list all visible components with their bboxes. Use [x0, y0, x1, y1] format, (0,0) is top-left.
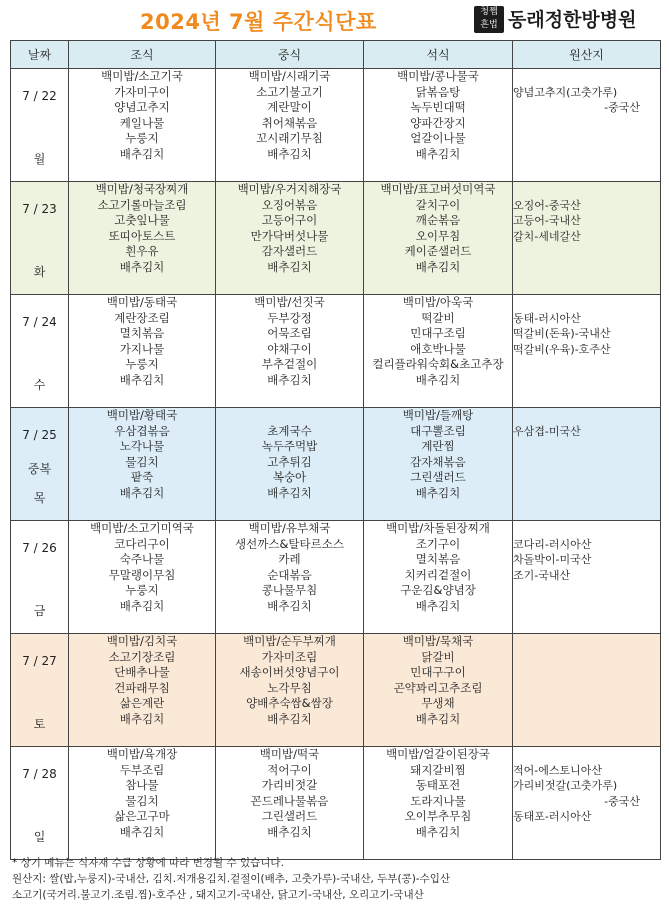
weekday-label: 금 — [33, 604, 46, 618]
menu-item: 오징어볶음 — [261, 197, 318, 212]
menu-item: 배추김치 — [267, 259, 312, 274]
hospital-logo — [474, 6, 504, 33]
menu-item: 치커리겉절이 — [404, 567, 472, 582]
menu-item: 누룽지 — [125, 357, 159, 371]
origin-item: 우삼겹-미국산 — [513, 424, 581, 438]
lunch-cell — [216, 295, 364, 408]
origin-item — [513, 825, 660, 841]
weekly-menu-table — [10, 40, 661, 860]
menu-item: 양념고추지 — [114, 100, 170, 114]
menu-item: 배추김치 — [119, 485, 165, 500]
menu-item: 백미밥/얼갈이된장국 — [386, 747, 490, 761]
menu-item: 녹두빈대떡 — [410, 100, 466, 114]
origin-item: 떡갈비(돈육)-국내산 — [513, 327, 611, 340]
menu-item: 또띠아토스트 — [108, 228, 176, 243]
menu-item: 백미밥/순두부찌개 — [243, 634, 336, 648]
menu-item: 부추겉절이 — [261, 357, 318, 371]
menu-item — [216, 408, 363, 424]
menu-item: 야채구이 — [267, 341, 312, 356]
menu-item: 배추김치 — [415, 485, 461, 500]
dinner-cell — [364, 747, 513, 860]
origin-cell — [513, 634, 661, 747]
menu-item: 돼지갈비찜 — [410, 762, 466, 777]
menu-item: 꼰드레나물볶음 — [250, 793, 329, 808]
menu-item: 초계국수 — [267, 423, 312, 438]
menu-item: 백미밥/동태국 — [106, 295, 178, 309]
special-day-label: 중복 — [27, 462, 52, 476]
origin-cell — [513, 408, 661, 521]
origin-item — [513, 634, 660, 650]
origin-item — [513, 583, 660, 599]
menu-item: 오이무침 — [415, 228, 461, 243]
hospital-name: 동래정한방병원 — [508, 9, 637, 31]
menu-item: 양배추숙쌈&쌈장 — [246, 696, 333, 710]
origin-item: 조기-국내산 — [513, 568, 571, 582]
menu-item: 멸치볶음 — [415, 552, 461, 566]
dinner-cell — [364, 634, 513, 747]
menu-item: 케이준샐러드 — [404, 244, 472, 258]
date-label: 7 / 25 — [22, 428, 57, 442]
menu-item: 그린샐러드 — [261, 809, 318, 823]
menu-item: 민대구조림 — [410, 326, 466, 340]
origin-item — [513, 712, 660, 728]
menu-item: 계란말이 — [267, 100, 312, 114]
menu-item: 동태포전 — [415, 778, 461, 792]
menu-item: 배추김치 — [267, 485, 312, 500]
dinner-cell — [364, 69, 513, 182]
menu-item: 배추김치 — [119, 711, 165, 726]
menu-item: 복숭아 — [272, 470, 307, 484]
menu-item: 배추김치 — [119, 372, 165, 387]
origin-item — [513, 69, 660, 85]
menu-item: 대구뽈조림 — [410, 423, 466, 438]
menu-item: 닭볶음탕 — [415, 84, 461, 99]
menu-item: 소고기불고기 — [256, 84, 323, 99]
menu-item: 팥죽 — [130, 470, 154, 484]
origin-item — [513, 295, 660, 311]
date-label: 7 / 27 — [22, 654, 57, 668]
origin-item: 코다리-러시아산 — [513, 537, 592, 551]
menu-item: 배추김치 — [119, 146, 165, 161]
menu-item: 백미밥/시래기국 — [248, 69, 331, 83]
col-header-origin: 원산지 — [513, 41, 661, 69]
menu-item: 백미밥/떡국 — [259, 747, 320, 761]
menu-item: 배추김치 — [267, 598, 312, 613]
col-header-date: 날짜 — [11, 41, 69, 69]
menu-item: 백미밥/들깨탕 — [402, 408, 474, 422]
menu-item: 만가닥버섯나물 — [250, 228, 329, 243]
weekday-label: 일 — [33, 830, 46, 844]
origin-item: 갈치-세네갈산 — [513, 229, 581, 243]
origin-item — [513, 747, 660, 763]
menu-item: 백미밥/김치국 — [106, 634, 178, 648]
table-row — [11, 747, 661, 860]
origin-item — [513, 131, 660, 147]
menu-item: 감자채볶음 — [410, 454, 466, 469]
menu-item: 가자미구이 — [114, 84, 170, 99]
origin-item: -중국산 — [604, 101, 640, 114]
date-cell — [11, 408, 69, 521]
menu-item: 민대구구이 — [410, 665, 466, 679]
menu-item: 고춧잎나물 — [114, 213, 170, 227]
date-cell — [11, 634, 69, 747]
menu-item: 물김치 — [125, 793, 159, 808]
weekday-label: 화 — [33, 265, 46, 279]
menu-item: 배추김치 — [415, 598, 461, 613]
origin-item — [513, 260, 660, 276]
menu-item: 가지나물 — [119, 341, 165, 356]
menu-item: 물김치 — [125, 454, 159, 469]
menu-item: 배추김치 — [267, 146, 312, 161]
menu-item: 배추김치 — [119, 598, 165, 613]
lunch-cell — [216, 521, 364, 634]
menu-item: 취어채볶음 — [261, 115, 318, 130]
menu-item: 계란장조림 — [114, 310, 170, 325]
menu-item: 코다리구이 — [114, 536, 170, 551]
menu-item: 무생채 — [421, 696, 455, 710]
lunch-cell — [216, 747, 364, 860]
origin-cell — [513, 69, 661, 182]
menu-item: 갈치구이 — [415, 197, 461, 212]
menu-item: 백미밥/묵채국 — [402, 634, 474, 648]
origin-item: 오징어-중국산 — [513, 198, 581, 212]
menu-item: 계란찜 — [421, 439, 455, 453]
origin-item: 양념고추지(고춧가루) — [513, 85, 618, 99]
date-cell — [11, 521, 69, 634]
menu-item: 백미밥/육개장 — [106, 747, 178, 761]
table-row — [11, 182, 661, 295]
breakfast-cell — [69, 69, 216, 182]
lunch-cell — [216, 69, 364, 182]
weekday-label: 수 — [33, 378, 46, 392]
menu-item: 새송이버섯양념구이 — [239, 665, 340, 679]
logo-line-2: 흔법 — [480, 20, 498, 30]
menu-item: 깨순볶음 — [415, 213, 461, 227]
menu-item: 구운김&양념장 — [400, 583, 476, 597]
origin-item — [513, 486, 660, 502]
origin-item: 차돌박이-미국산 — [513, 553, 592, 566]
origin-cell — [513, 521, 661, 634]
menu-item: 백미밥/황태국 — [106, 408, 178, 422]
menu-item: 건파래무침 — [114, 680, 170, 695]
menu-item: 백미밥/선짓국 — [254, 295, 325, 309]
menu-item: 참나물 — [125, 778, 159, 792]
menu-item: 애호박나물 — [410, 341, 466, 356]
menu-item: 적어구이 — [267, 762, 312, 777]
menu-item: 배추김치 — [119, 259, 165, 274]
date-cell — [11, 69, 69, 182]
footer-origin-line-2: 소고기(국거리.불고기.조림.찜)-호주산 , 돼지고기-국내산, 닭고기-국내산, 오리고기-국내산 — [12, 889, 424, 901]
menu-item: 생선까스&탈타르소스 — [235, 536, 344, 551]
menu-item: 배추김치 — [267, 824, 312, 839]
origin-item — [513, 696, 660, 712]
menu-item: 배추김치 — [267, 372, 312, 387]
dinner-cell — [364, 521, 513, 634]
origin-item — [513, 357, 660, 373]
origin-item — [513, 599, 660, 615]
menu-item: 카레 — [278, 552, 301, 566]
table-row — [11, 69, 661, 182]
menu-item: 어묵조림 — [267, 326, 312, 340]
origin-item: 떡갈비(우육)-호주산 — [513, 342, 611, 356]
origin-item — [513, 244, 660, 260]
page-header — [0, 0, 669, 40]
menu-item: 노각나물 — [119, 439, 165, 453]
dinner-cell — [364, 408, 513, 521]
origin-cell — [513, 747, 661, 860]
date-label: 7 / 23 — [22, 202, 57, 216]
origin-item — [513, 116, 660, 132]
origin-cell — [513, 295, 661, 408]
logo-line-1: 청쨉 — [480, 7, 498, 17]
menu-item: 우삼겹볶음 — [114, 423, 170, 438]
lunch-cell — [216, 182, 364, 295]
dinner-cell — [364, 295, 513, 408]
table-row — [11, 295, 661, 408]
menu-item: 케일나물 — [119, 115, 165, 130]
menu-item: 콩나물무침 — [261, 583, 318, 597]
menu-item: 백미밥/유부채국 — [248, 521, 331, 535]
breakfast-cell — [69, 182, 216, 295]
menu-item: 배추김치 — [415, 372, 461, 387]
menu-item: 그린샐러드 — [410, 470, 466, 484]
menu-item: 백미밥/소고기미역국 — [90, 521, 194, 535]
menu-item: 백미밥/청국장찌개 — [95, 182, 189, 196]
date-cell — [11, 182, 69, 295]
weekday-label: 월 — [33, 152, 46, 166]
menu-item: 백미밥/콩나물국 — [397, 69, 479, 83]
breakfast-cell — [69, 295, 216, 408]
breakfast-cell — [69, 747, 216, 860]
menu-item: 고등어구이 — [261, 213, 318, 227]
menu-item: 배추김치 — [415, 824, 461, 839]
origin-item — [513, 182, 660, 198]
menu-item: 양파간장지 — [410, 115, 466, 130]
origin-item — [513, 408, 660, 424]
origin-item — [513, 470, 660, 486]
col-header-breakfast: 조식 — [69, 41, 216, 69]
menu-item: 백미밥/소고기국 — [101, 69, 183, 83]
menu-item: 단배추나물 — [114, 665, 170, 679]
col-header-dinner: 석식 — [364, 41, 513, 69]
menu-item: 누룽지 — [125, 131, 159, 145]
menu-item: 멸치볶음 — [119, 326, 165, 340]
menu-item: 삶은계란 — [119, 696, 165, 710]
origin-item — [513, 455, 660, 471]
origin-item — [513, 681, 660, 697]
lunch-cell — [216, 408, 364, 521]
menu-item: 두부조림 — [119, 762, 165, 777]
menu-item: 가자미조림 — [261, 649, 318, 664]
footer-origin-line-1: 원산지: 쌀(밥,누룽지)-국내산, 김치.저개용김치.겉절이(배추, 고춧가루)-국내산, 두부(콩)-수입산 — [12, 873, 451, 885]
menu-item: 숙주나물 — [119, 552, 165, 566]
lunch-cell — [216, 634, 364, 747]
origin-item — [513, 665, 660, 681]
menu-item: 배추김치 — [415, 259, 461, 274]
footer-notes — [12, 855, 450, 903]
menu-item: 배추김치 — [415, 711, 461, 726]
menu-item: 배추김치 — [415, 146, 461, 161]
origin-item: -중국산 — [604, 794, 640, 808]
weekday-label: 토 — [33, 717, 46, 731]
origin-item — [513, 650, 660, 666]
date-label: 7 / 24 — [22, 315, 57, 329]
menu-item: 조기구이 — [415, 536, 461, 551]
menu-item: 꼬시래기무침 — [256, 131, 323, 145]
menu-item: 떡갈비 — [421, 310, 455, 325]
dinner-cell — [364, 182, 513, 295]
origin-item — [513, 439, 660, 455]
menu-item: 배추김치 — [267, 711, 312, 726]
date-label: 7 / 22 — [22, 89, 57, 103]
menu-item: 백미밥/차돌된장찌개 — [386, 521, 490, 535]
menu-item: 배추김치 — [119, 824, 165, 839]
menu-item: 백미밥/아욱국 — [402, 295, 474, 309]
menu-item: 순대볶음 — [267, 567, 312, 582]
origin-item: 고등어-국내산 — [513, 214, 581, 227]
menu-item: 누룽지 — [125, 583, 159, 597]
menu-item: 무말랭이무침 — [108, 567, 176, 582]
origin-item — [513, 521, 660, 537]
menu-item: 소고기롤마늘조림 — [97, 197, 187, 212]
menu-item: 두부강정 — [267, 310, 312, 325]
menu-item: 가리비젓갈 — [261, 778, 318, 792]
table-header-row — [11, 41, 661, 69]
menu-item: 컬리플라워숙회&초고추장 — [372, 357, 504, 371]
origin-item — [513, 147, 660, 163]
footer-note: * 상기 메뉴는 식자재 수급 상황에 따라 변경될 수 있습니다. — [12, 857, 284, 869]
origin-cell — [513, 182, 661, 295]
menu-item: 감자샐러드 — [261, 244, 318, 258]
origin-item: 가리비젓갈(고춧가루) — [513, 779, 618, 792]
weekday-label: 목 — [33, 491, 46, 505]
menu-item: 곤약꽈리고추조림 — [393, 680, 483, 695]
table-row — [11, 521, 661, 634]
origin-item: 적어-에스토니아산 — [513, 763, 602, 777]
date-label: 7 / 26 — [22, 541, 57, 555]
menu-item: 녹두주먹밥 — [261, 439, 318, 453]
breakfast-cell — [69, 521, 216, 634]
date-cell — [11, 747, 69, 860]
menu-item: 흰우유 — [125, 244, 159, 258]
page-title: 2024년 7월 주간식단표 — [140, 10, 377, 34]
date-cell — [11, 295, 69, 408]
table-row — [11, 408, 661, 521]
menu-item: 백미밥/표고버섯미역국 — [380, 182, 496, 196]
menu-item: 도라지나물 — [410, 793, 466, 808]
menu-item: 노각무침 — [267, 680, 312, 695]
breakfast-cell — [69, 408, 216, 521]
origin-item — [513, 373, 660, 389]
menu-item: 백미밥/우거지해장국 — [237, 182, 342, 196]
menu-item: 삶은고구마 — [114, 809, 170, 823]
menu-item: 고추튀김 — [267, 454, 312, 469]
origin-item: 동태포-러시아산 — [513, 810, 592, 823]
col-header-lunch: 중식 — [216, 41, 364, 69]
breakfast-cell — [69, 634, 216, 747]
origin-item: 동태-러시아산 — [513, 311, 581, 325]
menu-item: 닭갈비 — [421, 649, 455, 664]
menu-item: 오이부추무침 — [404, 809, 472, 823]
table-row — [11, 634, 661, 747]
date-label: 7 / 28 — [22, 767, 57, 781]
menu-item: 얼갈이나물 — [410, 131, 466, 145]
menu-item: 소고기장조림 — [108, 649, 176, 664]
